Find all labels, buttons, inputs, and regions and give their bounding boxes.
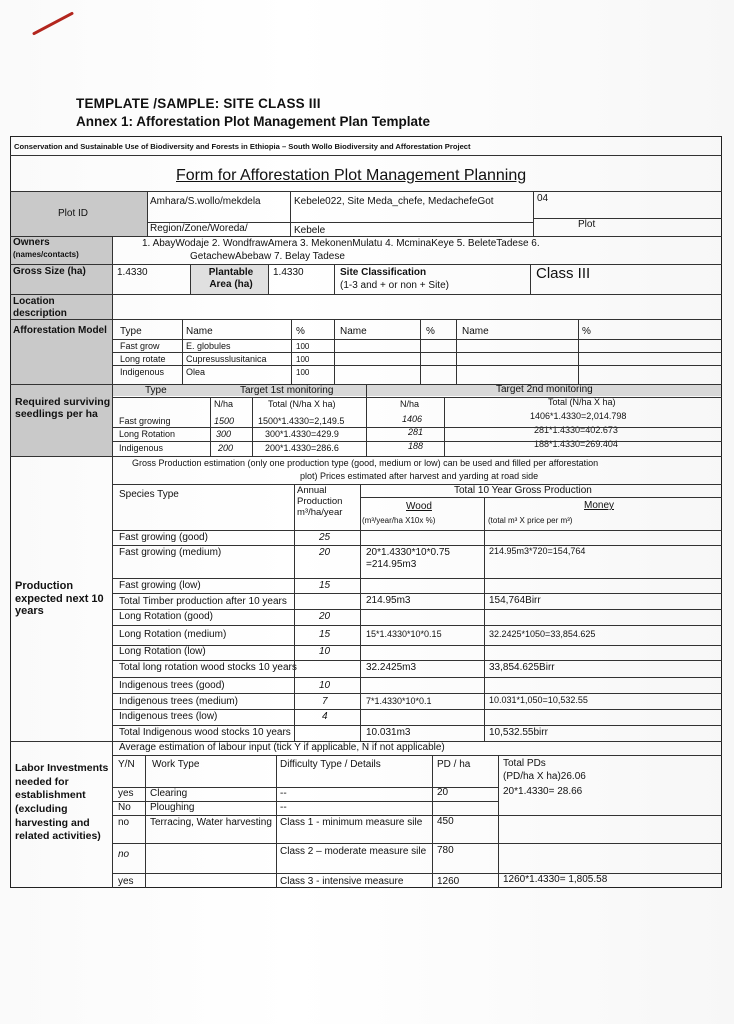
model-row-pct: 100 xyxy=(296,342,310,351)
labor-header-pd: PD / ha xyxy=(437,759,471,770)
rule xyxy=(112,609,722,610)
rule xyxy=(366,384,367,456)
production-row-money: 10.031*1,050=10,532.55 xyxy=(489,695,588,705)
production-row-species: Total Timber production after 10 years xyxy=(119,596,287,607)
labor-row-yn: no xyxy=(118,817,130,828)
seedlings-type-header: Type xyxy=(145,385,167,396)
species-type-header: Species Type xyxy=(119,489,179,500)
model-header-name-1: Name xyxy=(186,326,213,337)
production-row-species: Long Rotation (medium) xyxy=(119,629,227,640)
labor-row-difficulty: Class 2 – moderate measure sile xyxy=(280,846,427,857)
rule xyxy=(276,755,277,888)
seedlings-total-2: Total (N/ha X ha) xyxy=(548,397,616,407)
seedling-row-n1: 300 xyxy=(216,429,232,439)
rule xyxy=(112,339,722,340)
rule xyxy=(112,843,722,844)
rule xyxy=(112,873,722,874)
production-row-species: Long Rotation (low) xyxy=(119,646,206,657)
rule xyxy=(112,441,722,442)
production-label: Production expected next 10 years xyxy=(15,580,104,618)
seedling-row-t1: 300*1.4330=429.9 xyxy=(265,429,339,439)
rule xyxy=(578,319,579,384)
seedling-row-t1: 1500*1.4330=2,149.5 xyxy=(258,416,345,426)
rule xyxy=(10,319,722,320)
model-row-pct: 100 xyxy=(296,355,310,364)
plot-location-value: Amhara/S.wollo/mekdela xyxy=(150,196,261,207)
rule xyxy=(10,191,722,192)
rule xyxy=(112,755,722,756)
money-subheader: (total m³ X price per m³) xyxy=(488,516,573,525)
labor-row-difficulty: -- xyxy=(280,788,287,799)
labor-row-difficulty: Class 1 - minimum measure sile xyxy=(280,817,423,828)
labor-row-difficulty: Class 3 - intensive measure xyxy=(280,876,404,887)
model-header-pct-2: % xyxy=(426,326,435,337)
production-row-money: 154,764Birr xyxy=(489,595,541,606)
rule xyxy=(112,625,722,626)
owners-label: Owners xyxy=(13,237,50,248)
rule xyxy=(498,755,499,888)
labor-row-work: Ploughing xyxy=(150,802,195,813)
production-row-wood: 214.95m3 xyxy=(366,595,411,606)
rule xyxy=(484,497,485,741)
labor-row-pd: 1260 xyxy=(437,876,460,887)
rule xyxy=(112,660,722,661)
owners-sublabel: (names/contacts) xyxy=(13,250,79,259)
seedling-row-n1: 200 xyxy=(218,443,234,453)
rule xyxy=(456,319,457,384)
rule xyxy=(533,218,722,219)
rule xyxy=(112,365,722,366)
seedling-row-n2: 1406 xyxy=(402,414,423,424)
model-row-name: E. globules xyxy=(186,341,231,351)
production-row-money: 33,854.625Birr xyxy=(489,662,555,673)
annual-production-header: Annual Production m³/ha/year xyxy=(297,485,343,518)
rule xyxy=(360,497,722,498)
seedling-row-t2: 188*1.4330=269.404 xyxy=(534,439,618,449)
labor-row-pd: 780 xyxy=(437,845,454,856)
model-header-pct-3: % xyxy=(582,326,591,337)
production-row-species: Total long rotation wood stocks 10 years xyxy=(119,662,297,673)
rule xyxy=(112,693,722,694)
site-class-note: (1-3 and + or non + Site) xyxy=(340,280,449,291)
rule xyxy=(190,264,191,294)
wood-header: Wood xyxy=(406,501,432,512)
rule xyxy=(360,484,361,741)
money-header: Money xyxy=(584,500,615,511)
rule xyxy=(145,755,146,888)
plantable-area-label: Plantable Area (ha) xyxy=(208,267,254,290)
plot-number-value: 04 xyxy=(537,193,549,204)
seedling-row-n2: 188 xyxy=(408,441,424,451)
production-row-species: Fast growing (low) xyxy=(119,580,201,591)
form-title: Form for Afforestation Plot Management Planning xyxy=(176,167,527,184)
model-header-name-3: Name xyxy=(462,326,489,337)
labor-row-work: Terracing, Water harvesting xyxy=(150,817,272,828)
model-header-name-2: Name xyxy=(340,326,367,337)
seedling-row-type: Indigenous xyxy=(119,443,164,453)
labor-row-pd: 20 xyxy=(437,787,449,798)
seedlings-target2-header: Target 2nd monitoring xyxy=(496,384,593,395)
rule xyxy=(112,741,113,888)
production-row-species: Indigenous trees (good) xyxy=(119,680,225,691)
labor-header-total-sub: (PD/ha X ha)26.06 xyxy=(503,771,586,782)
seedlings-target1-header: Target 1st monitoring xyxy=(240,385,334,396)
gross-size-label: Gross Size (ha) xyxy=(13,266,86,277)
labor-note: Average estimation of labour input (tick Y if applicable, N if not applicable) xyxy=(119,742,445,753)
rule xyxy=(112,397,722,398)
seedling-row-n1: 1500 xyxy=(214,416,235,426)
rule xyxy=(10,264,722,265)
production-row-money: 32.2425*1050=33,854.625 xyxy=(489,629,596,639)
seedlings-header-shade xyxy=(112,384,721,396)
seedling-row-t1: 200*1.4330=286.6 xyxy=(265,443,339,453)
labor-row-pd: 450 xyxy=(437,816,454,827)
production-row-annual: 10 xyxy=(319,680,331,691)
rule xyxy=(10,294,722,295)
rule xyxy=(291,319,292,384)
labor-header-work: Work Type xyxy=(152,759,200,770)
labor-header-yn: Y/N xyxy=(118,759,135,770)
labor-row-yn: No xyxy=(118,802,131,813)
model-row-type: Long rotate xyxy=(120,354,166,364)
labor-header-difficulty: Difficulty Type / Details xyxy=(280,759,381,770)
rule xyxy=(334,264,335,294)
kebele-label: Kebele xyxy=(294,225,326,236)
production-row-annual: 15 xyxy=(319,629,331,640)
template-heading: TEMPLATE /SAMPLE: SITE CLASS III xyxy=(76,96,321,111)
total-production-header: Total 10 Year Gross Production xyxy=(454,485,592,496)
production-note-1: Gross Production estimation (only one production type (good, medium or low) can be used and filled per afforestation xyxy=(132,458,599,468)
wood-subheader: (m³/year/ha X10x %) xyxy=(362,516,436,525)
rule xyxy=(112,352,722,353)
production-row-annual: 10 xyxy=(319,646,331,657)
seedlings-total-1: Total (N/ha X ha) xyxy=(268,399,336,409)
rule xyxy=(210,397,211,456)
labor-row-total: 1260*1.4330= 1,805.58 xyxy=(503,874,608,885)
seedling-row-type: Long Rotation xyxy=(119,429,176,439)
rule xyxy=(147,222,533,223)
production-row-annual: 20 xyxy=(319,547,331,558)
production-row-wood: 32.2425m3 xyxy=(366,662,417,673)
model-row-type: Fast grow xyxy=(120,341,160,351)
rule xyxy=(334,319,335,384)
production-row-wood: 20*1.4330*10*0.75 =214.95m3 xyxy=(366,547,450,570)
plot-kebele-value: Kebele022, Site Meda_chefe, MedachefeGot xyxy=(294,196,494,207)
labor-row-difficulty: -- xyxy=(280,802,287,813)
production-row-annual: 20 xyxy=(319,611,331,622)
rule xyxy=(112,709,722,710)
production-row-species: Long Rotation (good) xyxy=(119,611,213,622)
production-row-annual: 25 xyxy=(319,532,331,543)
model-header-pct-1: % xyxy=(296,326,305,337)
plantable-area-value: 1.4330 xyxy=(273,267,304,278)
labor-row-work: Clearing xyxy=(150,788,188,799)
rule xyxy=(112,593,722,594)
labor-label: Labor Investments needed for establishment (excluding harvesting and related activities) xyxy=(15,762,109,843)
rule xyxy=(147,191,148,236)
rule xyxy=(530,264,531,294)
rule xyxy=(290,191,291,236)
production-row-species: Fast growing (good) xyxy=(119,532,208,543)
rule xyxy=(294,484,295,741)
production-row-annual: 4 xyxy=(322,711,328,722)
seedlings-nha-2: N/ha xyxy=(400,399,420,409)
production-row-species: Indigenous trees (medium) xyxy=(119,696,238,707)
rule xyxy=(112,677,722,678)
plot-id-label: Plot ID xyxy=(58,208,89,219)
model-row-pct: 100 xyxy=(296,368,310,377)
owners-line-2: GetachewAbebaw 7. Belay Tadese xyxy=(190,251,345,262)
rule xyxy=(112,427,722,428)
labor-row-yn: no xyxy=(118,849,130,860)
production-row-species: Total Indigenous wood stocks 10 years xyxy=(119,727,291,738)
model-row-name: Olea xyxy=(186,367,206,377)
region-label: Region/Zone/Woreda/ xyxy=(150,223,248,234)
rule xyxy=(112,578,722,579)
labor-row-yn: yes xyxy=(118,876,134,887)
model-row-type: Indigenous xyxy=(120,367,165,377)
model-row-name: Cupresusslusitanica xyxy=(186,354,267,364)
rule xyxy=(10,236,722,237)
site-class-label: Site Classification xyxy=(340,267,427,278)
rule xyxy=(444,397,445,456)
production-row-species: Fast growing (medium) xyxy=(119,547,222,558)
labor-header-total: Total PDs xyxy=(503,758,546,769)
owners-line-1: 1. AbayWodaje 2. WondfrawAmera 3. MekonenMulatu 4. McminaKeye 5. BeleteTadese 6. xyxy=(142,238,540,249)
gross-size-value: 1.4330 xyxy=(117,267,148,278)
rule xyxy=(420,319,421,384)
plot-label: Plot xyxy=(578,219,596,230)
rule xyxy=(112,545,722,546)
seedling-row-t2: 1406*1.4330=2,014.798 xyxy=(530,411,627,421)
labor-row-yn: yes xyxy=(118,788,134,799)
rule xyxy=(112,530,722,531)
site-class-value: Class III xyxy=(536,265,591,282)
production-note-2: plot) Prices estimated after harvest and yarding at road side xyxy=(300,471,539,481)
project-banner: Conservation and Sustainable Use of Biodiversity and Forests in Ethiopia – South Wollo Biodiversity and Afforestation Project xyxy=(14,142,471,151)
production-row-wood: 10.031m3 xyxy=(366,727,411,738)
banner-divider xyxy=(10,155,722,156)
annex-heading: Annex 1: Afforestation Plot Management Plan Template xyxy=(76,114,431,129)
rule xyxy=(432,755,433,888)
rule xyxy=(10,456,722,457)
seedling-row-n2: 281 xyxy=(408,427,424,437)
production-row-money: 10,532.55birr xyxy=(489,727,548,738)
seedling-row-t2: 281*1.4330=402.673 xyxy=(534,425,618,435)
seedling-row-type: Fast growing xyxy=(119,416,171,426)
production-row-annual: 7 xyxy=(322,696,328,707)
rule xyxy=(112,815,722,816)
model-header-type: Type xyxy=(120,326,142,337)
production-row-money: 214.95m3*720=154,764 xyxy=(489,546,586,556)
production-row-wood: 7*1.4330*10*0.1 xyxy=(366,696,432,706)
rule xyxy=(112,484,722,485)
rule xyxy=(252,397,253,456)
seedlings-label: Required surviving seedlings per ha xyxy=(15,396,111,421)
rule xyxy=(268,264,269,294)
production-row-wood: 15*1.4330*10*0.15 xyxy=(366,629,442,639)
location-label: Location description xyxy=(13,296,67,319)
rule xyxy=(182,319,183,384)
model-label: Afforestation Model xyxy=(13,325,107,336)
seedlings-nha-1: N/ha xyxy=(214,399,234,409)
production-row-annual: 15 xyxy=(319,580,331,591)
production-row-species: Indigenous trees (low) xyxy=(119,711,218,722)
labor-row-total: 20*1.4330= 28.66 xyxy=(503,786,583,797)
rule xyxy=(533,191,534,236)
rule xyxy=(112,725,722,726)
